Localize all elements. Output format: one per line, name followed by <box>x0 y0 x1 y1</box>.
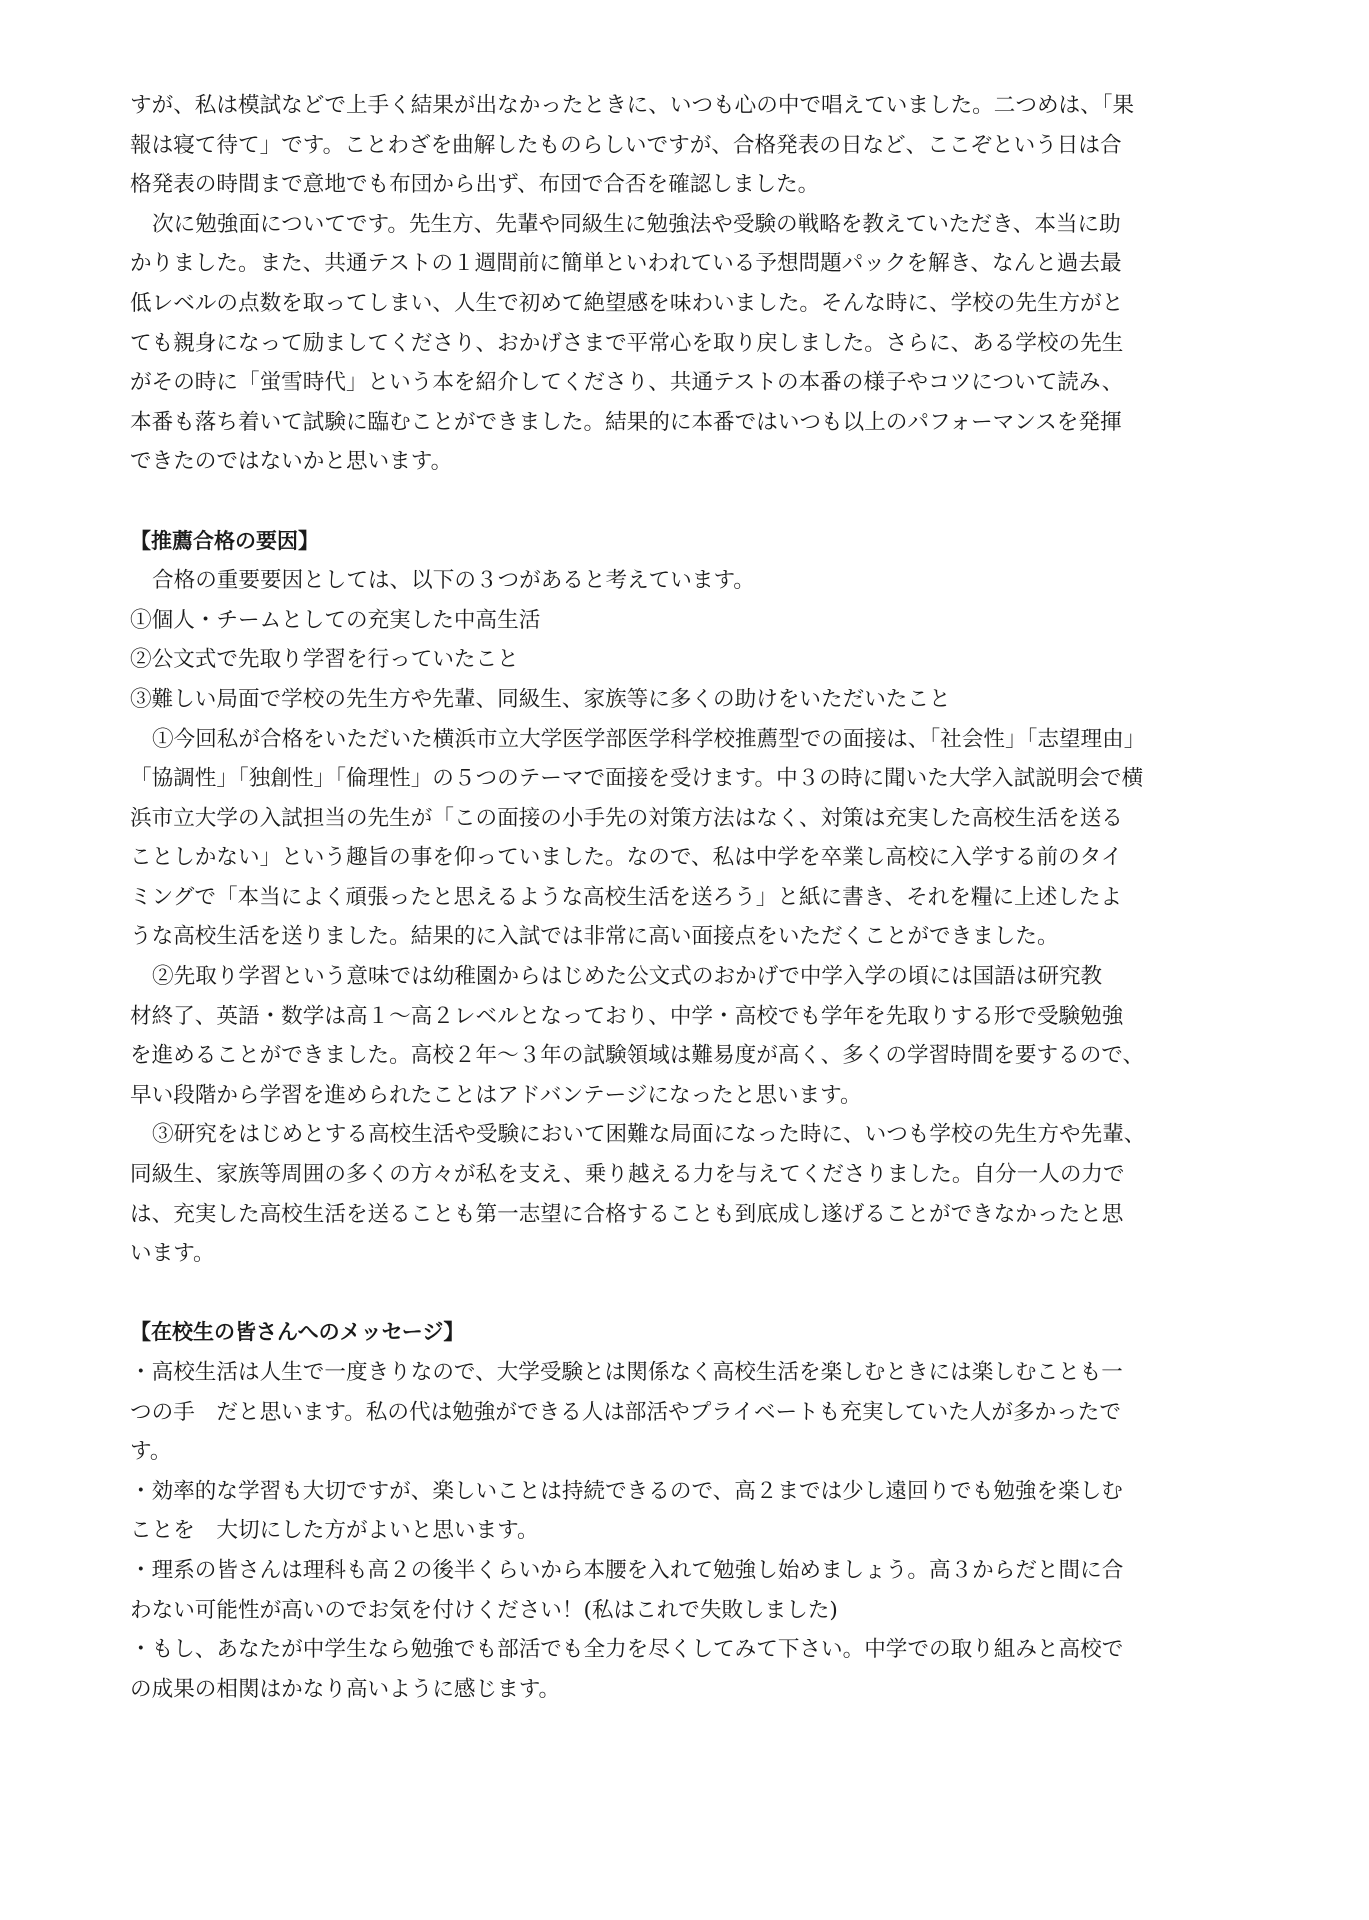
text-line: 「協調性」「独創性」「倫理性」の５つのテーマで面接を受けます。中３の時に聞いた大学入試説明会で横 <box>130 766 1144 792</box>
text-line: すが、私は模試などで上手く結果が出なかったときに、いつも心の中で唱えていました。二つめは、「果 <box>130 93 1135 118</box>
factor-1-paragraph <box>130 720 1239 958</box>
text-line: 本番も落ち着いて試験に臨むことができました。結果的に本番ではいつも以上のパフォーマンスを発揮 <box>130 409 1122 435</box>
text-line: ことを 大切にした方がよいと思います。 <box>130 1518 539 1544</box>
text-line: ③研究をはじめとする高校生活や受験において困難な局面になった時に、いつも学校の先生方や先輩、 <box>152 1122 1146 1148</box>
text-line: がその時に「蛍雪時代」という本を紹介してくださり、共通テストの本番の様子やコツについて読み、 <box>130 370 1124 396</box>
text-line: 次に勉強面についてです。先生方、先輩や同級生に勉強法や受験の戦略を教えていただき、本当に助 <box>152 211 1121 237</box>
text-line: ①今回私が合格をいただいた横浜市立大学医学部医学科学校推薦型での面接は、「社会性」「志望理由」 <box>152 726 1146 752</box>
message-1 <box>130 1353 1239 1472</box>
text-line: 報は寝て待て」です。ことわざを曲解したものらしいですが、合格発表の日など、ここぞという日は合 <box>130 132 1122 158</box>
text-line: す。 <box>130 1439 172 1465</box>
message-2 <box>130 1472 1239 1551</box>
spacer <box>130 482 1239 522</box>
text-line: ても親身になって励ましてくださり、おかげさまで平常心を取り戻しました。さらに、ある学校の先生 <box>130 330 1124 356</box>
section-heading-message: 【在校生の皆さんへのメッセージ】 <box>130 1320 465 1345</box>
text-line: の成果の相関はかなり高いように感じます。 <box>130 1676 561 1702</box>
text-line: かりました。また、共通テストの１週間前に簡単といわれている予想問題パックを解き、なんと過去最 <box>130 251 1122 277</box>
text-line: ・理系の皆さんは理科も高２の後半くらいから本腰を入れて勉強し始めましょう。高３からだと間に合 <box>130 1557 1124 1583</box>
text-line: 浜市立大学の入試担当の先生が「この面接の小手先の対策方法はなく、対策は充実した高校生活を送る <box>130 805 1123 831</box>
text-line: うな高校生活を送りました。結果的に入試では非常に高い面接点をいただくことができました。 <box>130 924 1059 950</box>
factors-lead <box>130 561 1239 601</box>
list-item: ①個人・チームとしての充実した中高生活 <box>130 607 541 633</box>
text-line: 合格の重要要因としては、以下の３つがあると考えています。 <box>152 568 755 594</box>
intro-paragraph <box>130 86 1239 205</box>
text-line: は、充実した高校生活を送ることも第一志望に合格することも到底成し遂げることができなかったと思 <box>130 1201 1124 1227</box>
text-line: を進めることができました。高校２年～３年の試験領域は難易度が高く、多くの学習時間を要するので、 <box>130 1043 1145 1069</box>
text-line: 同級生、家族等周囲の多くの方々が私を支え、乗り越える力を与えてくださりました。自分一人の力で <box>130 1162 1125 1188</box>
list-item: ③難しい局面で学校の先生方や先輩、同級生、家族等に多くの助けをいただいたこと <box>130 686 951 712</box>
text-line: つの手 だと思います。私の代は勉強ができる人は部活やプライベートも充実していた人が多かったで <box>130 1399 1121 1425</box>
text-line: ・効率的な学習も大切ですが、楽しいことは持続できるので、高２までは少し遠回りでも勉強を楽しむ <box>130 1478 1123 1504</box>
text-line: ミングで「本当によく頑張ったと思えるような高校生活を送ろう」と紙に書き、それを糧に上述したよ <box>130 884 1123 910</box>
list-item: ②公文式で先取り学習を行っていたこと <box>130 647 519 673</box>
text-line: ②先取り学習という意味では幼稚園からはじめた公文式のおかげで中学入学の頃には国語は研究教 <box>152 964 1103 990</box>
text-line: ことしかない」という趣旨の事を仰っていました。なので、私は中学を卒業し高校に入学する前のタイ <box>130 845 1123 871</box>
study-paragraph <box>130 205 1239 482</box>
text-line: 低レベルの点数を取ってしまい、人生で初めて絶望感を味わいました。そんな時に、学校の先生方がと <box>130 290 1124 316</box>
text-line: 格発表の時間まで意地でも布団から出ず、布団で合否を確認しました。 <box>130 172 820 198</box>
text-line: ・高校生活は人生で一度きりなので、大学受験とは関係なく高校生活を楽しむときには楽しむことも一 <box>130 1360 1123 1385</box>
section-heading-success-factors: 【推薦合格の要因】 <box>130 528 319 553</box>
text-line: 早い段階から学習を進められたことはアドバンテージになったと思います。 <box>130 1082 862 1108</box>
message-4 <box>130 1630 1239 1709</box>
text-line: います。 <box>130 1241 215 1267</box>
text-line: 材終了、英語・数学は高１～高２レベルとなっており、中学・高校でも学年を先取りする形で受験勉強 <box>130 1003 1124 1029</box>
factor-2-paragraph <box>130 957 1239 1115</box>
factor-3-paragraph <box>130 1115 1239 1273</box>
document-page <box>130 86 1239 1709</box>
spacer <box>130 1274 1239 1314</box>
factors-list <box>130 601 1239 720</box>
text-line: ・もし、あなたが中学生なら勉強でも部活でも全力を尽くしてみて下さい。中学での取り組みと高校で <box>130 1637 1124 1663</box>
message-3 <box>130 1551 1239 1630</box>
text-line: できたのではないかと思います。 <box>130 449 453 475</box>
text-line: わない可能性が高いのでお気を付けください！(私はこれで失敗しました) <box>130 1597 838 1623</box>
